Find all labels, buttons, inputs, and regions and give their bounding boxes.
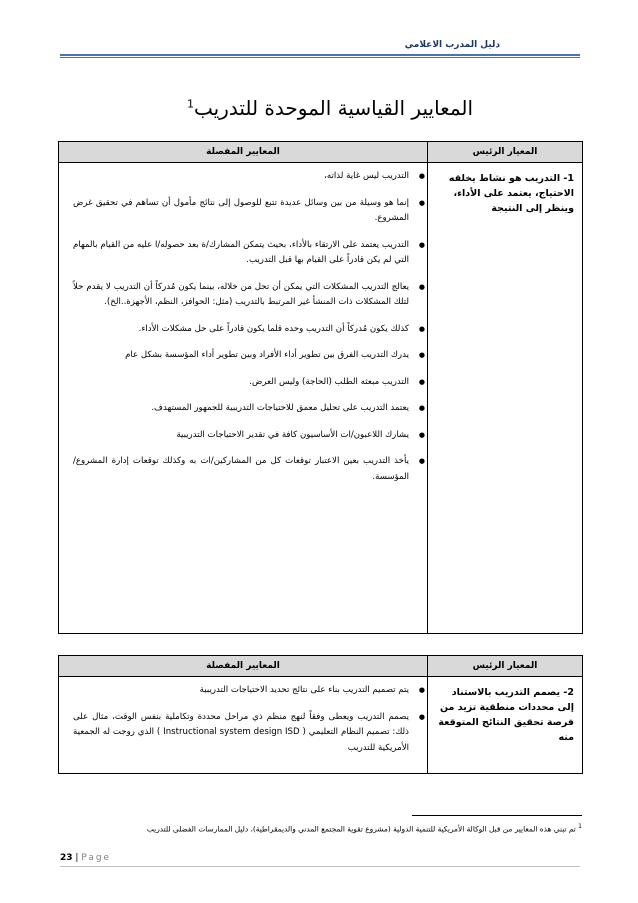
list-item: ● يعتمد التدريب على تحليل معمق للاحتياجات التدريبية للجمهور المستهدف.: [73, 401, 409, 417]
table2-header-row: [59, 656, 583, 677]
list-item: ● يصمم التدريب ويعطى وفقاً لنهج منظم ذي مراحل محددة وتكاملية بنفس الوقت، مثال على ذلك: تصميم النظام التعليمي ( Instructional system design ISD ) الذي روجت له الجمعية الأمريكية للتدريب: [73, 710, 409, 757]
table2-main-standard: 2- يصمم التدريب بالاستناد إلى محددات منطقية تزيد من فرصة تحقيق النتائج المتوقعة منه: [428, 677, 583, 774]
table2-body-row: [59, 677, 583, 774]
list-item: ● يتم تصميم التدريب بناء على نتائج تحديد الاحتياجات التدريبية: [73, 683, 409, 699]
list-item: ● إنما هو وسيلة من بين وسائل عديدة تتبع للوصول إلى نتائج مأمول أن تساهم في تحقيق غرض المشروع.: [73, 196, 409, 227]
page-number-value: 23: [60, 853, 73, 863]
table1-header-row: [59, 142, 583, 163]
footnote-rule: [412, 815, 582, 816]
table2-col-main: المعيار الرئيس: [428, 656, 583, 677]
footnote-marker: 1: [578, 823, 582, 830]
list-item: ● يشارك اللاعبون/ات الأساسيون كافة في تقدير الاحتياجات التدريبية: [73, 428, 409, 444]
running-header: دليل المدرب الاعلامي: [404, 40, 500, 50]
table1-detail-cell: [59, 163, 428, 634]
list-item: ● يدرك التدريب الفرق بين تطوير أداء الأفراد وبين تطوير أداء المؤسسة بشكل عام: [73, 348, 409, 364]
list-item: ● يأخذ التدريب بعين الاعتبار توقعات كل من المشاركين/ات به وكذلك توقعات إدارة المشروع/المؤسسة.: [73, 454, 409, 485]
header-rule: [60, 54, 580, 56]
page-number: [60, 853, 111, 863]
page-title: [120, 96, 540, 120]
list-item: ● كذلك يكون مُدركاً أن التدريب وحده قلما يكون قادراً على حل مشكلات الأداء.: [73, 322, 409, 338]
list-item: ● التدريب ليس غاية لذاته،: [73, 169, 409, 185]
table1-detail-list: [59, 163, 427, 502]
table1-body-row: [59, 163, 583, 634]
title-footnote-ref: 1: [186, 97, 194, 111]
footer-rule: [60, 866, 580, 867]
list-item: ● التدريب يعتمد على الارتقاء بالأداء، بحيث يتمكن المشارك/ة بعد حصوله/ا عليه من القيام بالمهام التي لم يكن قادراً على القيام بها قبل التدريب.: [73, 238, 409, 269]
page-label: Page: [81, 853, 112, 863]
standards-table-2: [58, 655, 583, 774]
list-item: ● يعالج التدريب المشكلات التي يمكن أن تحل من خلاله، بينما يكون مُدركاً أن التدريب لا يقدم حلاً لتلك المشكلات ذات المنشأ غير المرتبط بالتدريب (مثل: الحوافز، النظم، الأجهزة..الخ).: [73, 280, 409, 311]
page-title-text: المعايير القياسية الموحدة للتدريب: [193, 96, 474, 120]
standards-table-1: [58, 141, 583, 634]
page-separator: |: [72, 853, 82, 863]
table2-detail-list: [59, 677, 427, 773]
header-rule-thin: [60, 57, 580, 58]
table2-detail-cell: [59, 677, 428, 774]
footnote: [60, 823, 582, 833]
table1-main-standard: 1- التدريب هو نشاط يخلقه الاحتياج، يعتمد على الأداء، وينظر إلى النتيجة: [428, 163, 583, 634]
table1-col-detail: المعايير المفصلة: [59, 142, 428, 163]
list-item: ● التدريب مبعثه الطلب (الحاجة) وليس العرض.: [73, 375, 409, 391]
footnote-text: تم تبني هذه المعايير من قبل الوكالة الأمريكية للتنمية الدولية (مشروع تقوية المجتمع المدني والديمقراطية)، دليل الممارسات الفضلى للتدريب: [146, 824, 576, 834]
table2-col-detail: المعايير المفصلة: [59, 656, 428, 677]
table1-col-main: المعيار الرئيس: [428, 142, 583, 163]
